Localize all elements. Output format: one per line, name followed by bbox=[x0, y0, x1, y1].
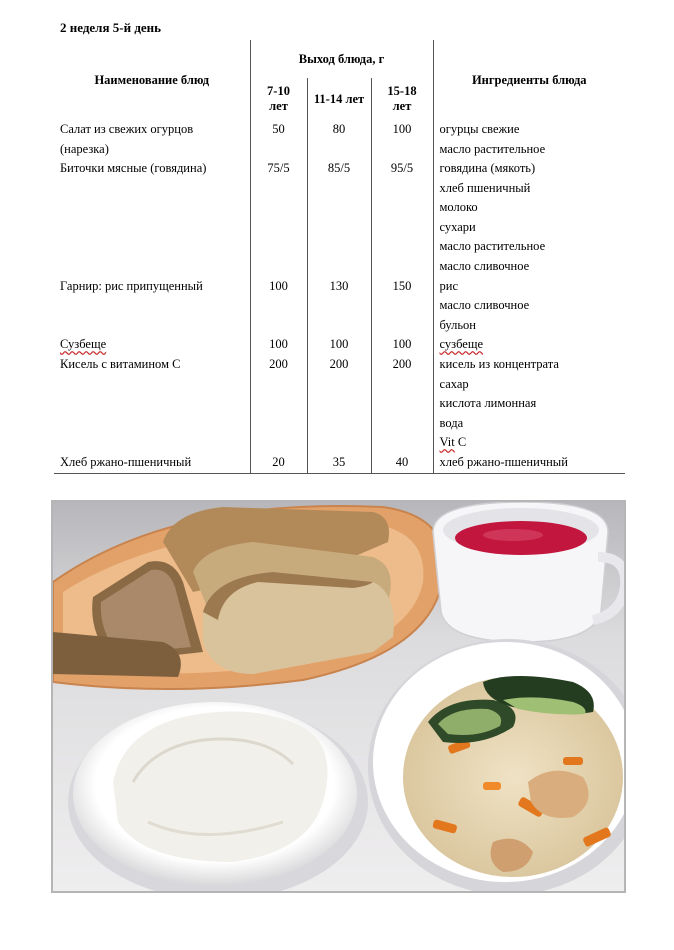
yield-11-14-cell bbox=[307, 375, 371, 395]
yield-7-10-cell bbox=[250, 375, 307, 395]
yield-11-14-cell bbox=[307, 218, 371, 238]
yield-7-10-cell: 50 bbox=[250, 120, 307, 159]
table-row bbox=[54, 335, 625, 355]
dish-name-cell bbox=[54, 198, 250, 218]
ingredient-cell: огурцы свежие масло растительное bbox=[439, 122, 546, 156]
yield-15-18-cell bbox=[371, 296, 433, 316]
yield-11-14-cell bbox=[307, 316, 371, 336]
yield-11-14-cell: 35 bbox=[307, 453, 371, 473]
yield-15-18-cell bbox=[371, 394, 433, 414]
kissel-cup bbox=[433, 502, 624, 642]
meal-photo bbox=[51, 500, 626, 893]
yield-15-18-cell: 95/5 bbox=[371, 159, 433, 179]
ingredient-cell: вода bbox=[439, 415, 464, 430]
ingredient-cell: сузбеще bbox=[439, 337, 484, 352]
dish-name-cell bbox=[54, 414, 250, 434]
header-age-15-18: 15-18 лет bbox=[371, 78, 433, 120]
yield-11-14-cell bbox=[307, 179, 371, 199]
yield-15-18-cell bbox=[371, 198, 433, 218]
ingredient-cell: говядина (мякоть) bbox=[439, 161, 536, 175]
dish-name-cell bbox=[54, 433, 250, 453]
menu-table bbox=[54, 40, 625, 474]
yield-15-18-cell bbox=[371, 237, 433, 257]
table-row bbox=[54, 296, 625, 316]
table-row bbox=[54, 179, 625, 199]
yield-11-14-cell bbox=[307, 257, 371, 277]
yield-7-10-cell: 75/5 bbox=[250, 159, 307, 179]
ingredient-cell: хлеб пшеничный bbox=[439, 180, 531, 195]
yield-7-10-cell bbox=[250, 237, 307, 257]
ingredient-cell: кислота лимонная bbox=[439, 396, 537, 411]
dish-name-cell: Хлеб ржано-пшеничный bbox=[54, 453, 250, 473]
ingredient-cell: хлеб ржано-пшеничный bbox=[433, 453, 625, 473]
dish-name-cell bbox=[54, 296, 250, 316]
table-row bbox=[54, 237, 625, 257]
ingredient-cell: масло сливочное bbox=[439, 298, 530, 313]
dish-name-cell bbox=[54, 375, 250, 395]
yield-15-18-cell bbox=[371, 414, 433, 434]
yield-11-14-cell bbox=[307, 414, 371, 434]
dish-name-cell: Сузбеще bbox=[54, 335, 250, 355]
table-row bbox=[54, 159, 625, 179]
ingredient-cell: рис bbox=[439, 278, 459, 293]
yield-11-14-cell: 130 bbox=[307, 277, 371, 297]
rice-side-dish bbox=[113, 711, 328, 862]
ingredient-cell: бульон bbox=[439, 317, 476, 332]
table-row bbox=[54, 414, 625, 434]
ingredient-cell: молоко bbox=[439, 200, 478, 215]
yield-7-10-cell bbox=[250, 316, 307, 336]
table-row bbox=[54, 375, 625, 395]
table-row bbox=[54, 257, 625, 277]
yield-11-14-cell: 200 bbox=[307, 355, 371, 375]
table-row bbox=[54, 218, 625, 238]
table-row bbox=[54, 433, 625, 453]
yield-7-10-cell: 100 bbox=[250, 277, 307, 297]
yield-7-10-cell bbox=[250, 179, 307, 199]
ingredient-cell: сухари bbox=[439, 219, 476, 234]
yield-7-10-cell bbox=[250, 257, 307, 277]
table-row bbox=[54, 120, 625, 159]
yield-7-10-cell: 200 bbox=[250, 355, 307, 375]
yield-7-10-cell: 20 bbox=[250, 453, 307, 473]
page-heading: 2 неделя 5-й день bbox=[60, 20, 162, 35]
yield-15-18-cell: 100 bbox=[371, 120, 433, 159]
table-row bbox=[54, 453, 625, 473]
ingredient-cell: Vit C bbox=[439, 435, 467, 450]
table-row bbox=[54, 316, 625, 336]
yield-15-18-cell bbox=[371, 433, 433, 453]
ingredient-cell: кисель из концентрата bbox=[439, 356, 559, 371]
table-row bbox=[54, 394, 625, 414]
yield-15-18-cell: 100 bbox=[371, 335, 433, 355]
yield-11-14-cell bbox=[307, 198, 371, 218]
yield-11-14-cell bbox=[307, 394, 371, 414]
yield-15-18-cell bbox=[371, 179, 433, 199]
header-yield: Выход блюда, г bbox=[250, 40, 433, 78]
yield-15-18-cell: 150 bbox=[371, 277, 433, 297]
yield-7-10-cell bbox=[250, 394, 307, 414]
yield-7-10-cell bbox=[250, 433, 307, 453]
ingredient-cell: масло сливочное bbox=[439, 258, 530, 273]
yield-15-18-cell bbox=[371, 257, 433, 277]
yield-7-10-cell bbox=[250, 296, 307, 316]
dish-name-cell bbox=[54, 218, 250, 238]
yield-7-10-cell bbox=[250, 218, 307, 238]
header-age-7-10: 7-10 лет bbox=[250, 78, 307, 120]
dish-name-cell: Биточки мясные (говядина) bbox=[54, 159, 250, 179]
dish-name-cell bbox=[54, 257, 250, 277]
yield-7-10-cell: 100 bbox=[250, 335, 307, 355]
header-dish-name: Наименование блюд bbox=[54, 40, 250, 120]
yield-7-10-cell bbox=[250, 414, 307, 434]
yield-15-18-cell bbox=[371, 218, 433, 238]
dish-name-cell: Салат из свежих огурцов (нарезка) bbox=[54, 120, 250, 159]
meal-photo-illustration bbox=[53, 502, 624, 891]
yield-15-18-cell bbox=[371, 316, 433, 336]
yield-7-10-cell bbox=[250, 198, 307, 218]
dish-name-cell bbox=[54, 179, 250, 199]
table-row bbox=[54, 355, 625, 375]
yield-11-14-cell bbox=[307, 237, 371, 257]
yield-15-18-cell: 200 bbox=[371, 355, 433, 375]
yield-11-14-cell: 80 bbox=[307, 120, 371, 159]
table-row bbox=[54, 277, 625, 297]
table-row bbox=[54, 198, 625, 218]
ingredient-cell: масло растительное bbox=[439, 239, 546, 254]
dish-name-cell bbox=[54, 394, 250, 414]
dish-name-cell: Гарнир: рис припущенный bbox=[54, 277, 250, 297]
dish-name-cell bbox=[54, 316, 250, 336]
yield-11-14-cell: 100 bbox=[307, 335, 371, 355]
dish-name-cell: Кисель с витамином С bbox=[54, 355, 250, 375]
yield-15-18-cell bbox=[371, 375, 433, 395]
dish-name-cell bbox=[54, 237, 250, 257]
yield-11-14-cell bbox=[307, 433, 371, 453]
header-age-11-14: 11-14 лет bbox=[307, 78, 371, 120]
yield-11-14-cell bbox=[307, 296, 371, 316]
yield-15-18-cell: 40 bbox=[371, 453, 433, 473]
yield-11-14-cell: 85/5 bbox=[307, 159, 371, 179]
ingredient-cell: сахар bbox=[439, 376, 469, 391]
header-ingredients: Ингредиенты блюда bbox=[471, 72, 587, 87]
